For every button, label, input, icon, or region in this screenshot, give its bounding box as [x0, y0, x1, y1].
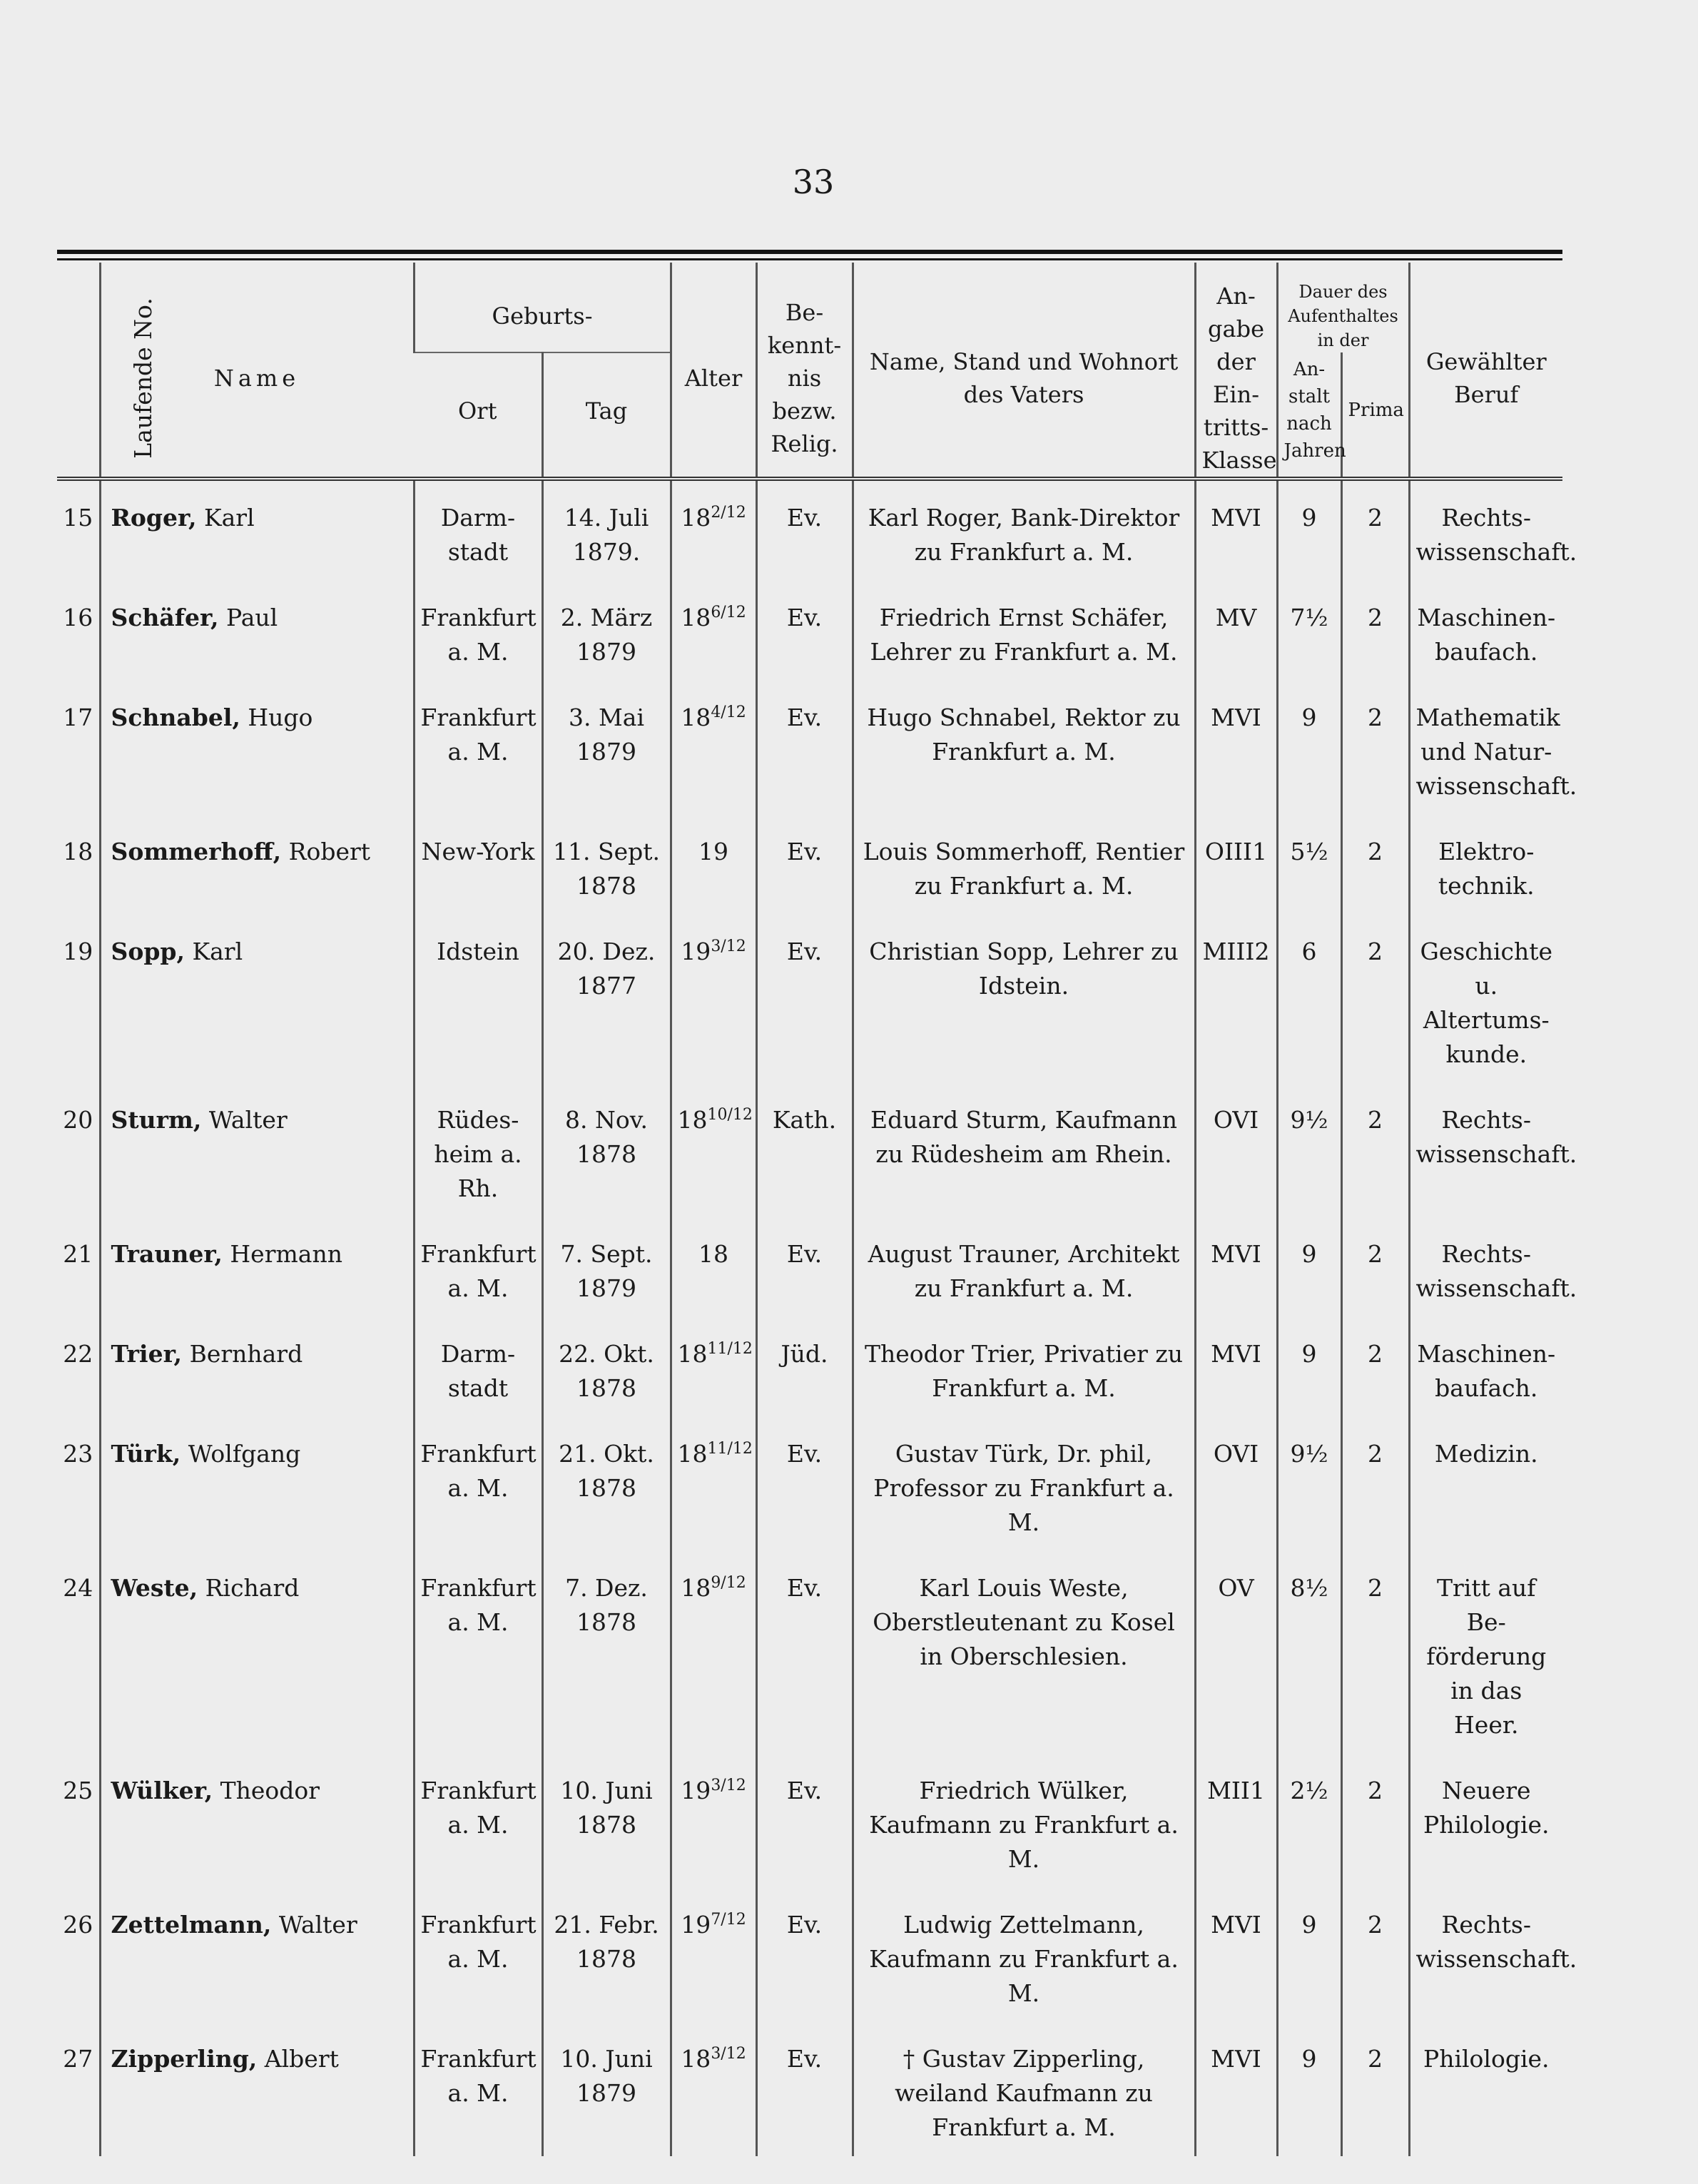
student-name	[100, 815, 414, 915]
chosen-profession: Maschinen-baufach.	[1409, 1317, 1562, 1417]
years-anstalt: 8½	[1277, 1551, 1341, 1754]
student-name	[100, 1217, 414, 1317]
table-row	[57, 581, 1562, 681]
student-surname: Sturm,	[111, 1106, 202, 1134]
student-surname: Trauner,	[111, 1240, 223, 1268]
birth-place: Frankfurt a. M.	[414, 1888, 542, 2022]
confession: Ev.	[756, 915, 853, 1083]
years-prima: 2	[1341, 1083, 1409, 1217]
entry-class: MVI	[1195, 1217, 1277, 1317]
father-info: Louis Sommerhoff, Rentier zu Frankfurt a. M.	[853, 815, 1195, 915]
birth-date: 14. Juli 1879.	[542, 479, 671, 581]
graduates-table	[57, 263, 1577, 2156]
row-number: 15	[63, 504, 93, 532]
age-whole: 18	[698, 1240, 729, 1268]
student-given-name: Bernhard	[189, 1340, 303, 1368]
birth-place: Darm-stadt	[414, 1317, 542, 1417]
student-name	[100, 1888, 414, 2022]
birth-date: 21. Febr. 1878	[542, 1888, 671, 2022]
student-name	[100, 1083, 414, 1217]
years-prima: 2	[1341, 479, 1409, 581]
row-number: 21	[63, 1240, 93, 1268]
birth-date: 10. Juni 1879	[542, 2022, 671, 2156]
birth-date: 22. Okt. 1878	[542, 1317, 671, 1417]
entry-class: OVI	[1195, 1083, 1277, 1217]
student-surname: Zipperling,	[111, 2045, 258, 2073]
row-number: 27	[63, 2045, 93, 2073]
age	[671, 1888, 756, 2022]
father-info: Hugo Schnabel, Rektor zu Frankfurt a. M.	[853, 681, 1195, 815]
header-alter: Alter	[671, 263, 756, 479]
age	[671, 2022, 756, 2156]
age-whole: 19	[681, 1911, 711, 1939]
birth-place: Frankfurt a. M.	[414, 681, 542, 815]
birth-date: 10. Juni 1878	[542, 1754, 671, 1888]
entry-class: OVI	[1195, 1417, 1277, 1551]
student-given-name: Theodor	[220, 1777, 320, 1804]
birth-place: Rüdes-heim a. Rh.	[414, 1083, 542, 1217]
confession: Ev.	[756, 581, 853, 681]
student-surname: Trier,	[111, 1340, 183, 1368]
table-row	[57, 1551, 1562, 1754]
entry-class: OV	[1195, 1551, 1277, 1754]
years-anstalt: 9	[1277, 479, 1341, 581]
age-whole: 19	[681, 1777, 711, 1804]
birth-date: 20. Dez. 1877	[542, 915, 671, 1083]
years-anstalt: 9	[1277, 1317, 1341, 1417]
birth-place: New-York	[414, 815, 542, 915]
birth-place: Frankfurt a. M.	[414, 581, 542, 681]
age	[671, 1417, 756, 1551]
father-info: Theodor Trier, Privatier zu Frankfurt a. M.	[853, 1317, 1195, 1417]
student-name	[100, 1754, 414, 1888]
student-name	[100, 2022, 414, 2156]
student-name	[100, 681, 414, 815]
chosen-profession: Philologie.	[1409, 2022, 1562, 2156]
student-surname: Weste,	[111, 1574, 198, 1602]
table-body	[57, 479, 1577, 2156]
row-number: 22	[63, 1340, 93, 1368]
table-row	[57, 1888, 1562, 2022]
father-info: Friedrich Wülker, Kaufmann zu Frankfurt a. M.	[853, 1754, 1195, 1888]
student-given-name: Hermann	[230, 1240, 342, 1268]
birth-date: 21. Okt. 1878	[542, 1417, 671, 1551]
age-whole: 18	[677, 1440, 708, 1468]
chosen-profession: Maschinen-baufach.	[1409, 581, 1562, 681]
row-number: 17	[63, 704, 93, 731]
table-row	[57, 915, 1562, 1083]
age-fraction: 2/12	[711, 504, 746, 522]
entry-class: MVI	[1195, 681, 1277, 815]
father-info: Gustav Türk, Dr. phil, Professor zu Frankfurt a. M.	[853, 1417, 1195, 1551]
confession: Ev.	[756, 681, 853, 815]
table-row	[57, 2022, 1562, 2156]
student-given-name: Walter	[278, 1911, 357, 1939]
years-anstalt: 9	[1277, 2022, 1341, 2156]
age-fraction: 3/12	[711, 2045, 746, 2063]
age	[671, 581, 756, 681]
header-vater: Name, Stand und Wohnort des Vaters	[853, 263, 1195, 479]
years-prima: 2	[1341, 1551, 1409, 1754]
age	[671, 815, 756, 915]
years-prima: 2	[1341, 2022, 1409, 2156]
header-ort: Ort	[414, 352, 542, 479]
student-name	[100, 1417, 414, 1551]
age-whole: 18	[681, 2045, 711, 2073]
student-surname: Roger,	[111, 504, 197, 532]
age	[671, 1551, 756, 1754]
age-fraction: 10/12	[707, 1106, 753, 1124]
top-rule-thin	[57, 258, 1562, 260]
age-fraction: 4/12	[711, 704, 746, 721]
confession: Kath.	[756, 1083, 853, 1217]
birth-place: Frankfurt a. M.	[414, 2022, 542, 2156]
age	[671, 479, 756, 581]
years-anstalt: 6	[1277, 915, 1341, 1083]
header-nach-jahren: nach Jahren	[1283, 413, 1346, 462]
birth-date: 7. Sept. 1879	[542, 1217, 671, 1317]
father-info: † Gustav Zipperling, weiland Kaufmann zu Frankfurt a. M.	[853, 2022, 1195, 2156]
entry-class: MVI	[1195, 479, 1277, 581]
student-given-name: Albert	[264, 2045, 339, 2073]
chosen-profession: Rechts-wissenschaft.	[1409, 1888, 1562, 2022]
age	[671, 915, 756, 1083]
student-given-name: Wolfgang	[188, 1440, 301, 1468]
age-whole: 19	[681, 938, 711, 965]
student-surname: Schäfer,	[111, 604, 219, 631]
student-name	[100, 1317, 414, 1417]
student-name	[100, 915, 414, 1083]
student-surname: Sopp,	[111, 938, 185, 965]
age-fraction: 3/12	[711, 1777, 746, 1794]
age-whole: 18	[681, 704, 711, 731]
age	[671, 1217, 756, 1317]
chosen-profession: Rechts-wissenschaft.	[1409, 1217, 1562, 1317]
chosen-profession: Rechts-wissenschaft.	[1409, 1083, 1562, 1217]
confession: Ev.	[756, 2022, 853, 2156]
years-prima: 2	[1341, 681, 1409, 815]
birth-date: 2. März 1879	[542, 581, 671, 681]
birth-place: Darm-stadt	[414, 479, 542, 581]
chosen-profession: Neuere Philologie.	[1409, 1754, 1562, 1888]
confession: Ev.	[756, 1754, 853, 1888]
age	[671, 1083, 756, 1217]
birth-place: Frankfurt a. M.	[414, 1217, 542, 1317]
row-number: 18	[63, 838, 93, 865]
years-anstalt: 9	[1277, 1217, 1341, 1317]
years-prima: 2	[1341, 815, 1409, 915]
age	[671, 1317, 756, 1417]
confession: Ev.	[756, 1888, 853, 2022]
entry-class: MVI	[1195, 1888, 1277, 2022]
age-fraction: 11/12	[707, 1440, 753, 1458]
student-surname: Wülker,	[111, 1777, 213, 1804]
table-row	[57, 1217, 1562, 1317]
entry-class: MIII2	[1195, 915, 1277, 1083]
header-tag: Tag	[542, 352, 671, 479]
header-dauer: Dauer des Aufenthaltes in der	[1277, 263, 1409, 352]
header-name: Name	[100, 263, 414, 479]
confession: Ev.	[756, 1417, 853, 1551]
father-info: Karl Louis Weste, Oberstleutenant zu Kosel in Oberschlesien.	[853, 1551, 1195, 1754]
entry-class: MVI	[1195, 2022, 1277, 2156]
header-prima: Prima	[1341, 352, 1409, 479]
age-fraction: 7/12	[711, 1911, 746, 1929]
header-eintritt: An-gabe der Ein-tritts-Klasse	[1195, 263, 1277, 479]
years-anstalt: 9½	[1277, 1417, 1341, 1551]
birth-place: Frankfurt a. M.	[414, 1417, 542, 1551]
header-geburts: Geburts-	[414, 263, 671, 352]
years-prima: 2	[1341, 915, 1409, 1083]
student-surname: Türk,	[111, 1440, 181, 1468]
chosen-profession: Elektro-technik.	[1409, 815, 1562, 915]
age-whole: 19	[698, 838, 729, 865]
header-beruf: Gewählter Beruf	[1409, 263, 1562, 479]
birth-place: Frankfurt a. M.	[414, 1754, 542, 1888]
student-given-name: Karl	[192, 938, 243, 965]
student-given-name: Robert	[288, 838, 371, 865]
row-number: 19	[63, 938, 93, 965]
years-anstalt: 2½	[1277, 1754, 1341, 1888]
years-anstalt: 9	[1277, 1888, 1341, 2022]
birth-date: 11. Sept. 1878	[542, 815, 671, 915]
years-prima: 2	[1341, 1217, 1409, 1317]
father-info: Christian Sopp, Lehrer zu Idstein.	[853, 915, 1195, 1083]
age	[671, 681, 756, 815]
age-whole: 18	[681, 504, 711, 532]
header-bekenntnis: Be-kennt-nis bezw. Relig.	[756, 263, 853, 479]
years-prima: 2	[1341, 1317, 1409, 1417]
student-given-name: Paul	[225, 604, 278, 631]
entry-class: MII1	[1195, 1754, 1277, 1888]
confession: Ev.	[756, 1551, 853, 1754]
age-fraction: 3/12	[711, 938, 746, 955]
years-prima: 2	[1341, 1888, 1409, 2022]
age	[671, 1754, 756, 1888]
age-fraction: 11/12	[707, 1340, 753, 1358]
table-row	[57, 1317, 1562, 1417]
row-number: 24	[63, 1574, 93, 1602]
chosen-profession: Tritt auf Be-förderung in das Heer.	[1409, 1551, 1562, 1754]
row-number: 25	[63, 1777, 93, 1804]
father-info: Ludwig Zettelmann, Kaufmann zu Frankfurt a. M.	[853, 1888, 1195, 2022]
birth-date: 3. Mai 1879	[542, 681, 671, 815]
age-fraction: 9/12	[711, 1574, 746, 1592]
age-fraction: 6/12	[711, 604, 746, 621]
chosen-profession: Medizin.	[1409, 1417, 1562, 1551]
years-anstalt: 5½	[1277, 815, 1341, 915]
years-anstalt: 9	[1277, 681, 1341, 815]
birth-date: 8. Nov. 1878	[542, 1083, 671, 1217]
chosen-profession: Geschichte u. Altertums-kunde.	[1409, 915, 1562, 1083]
years-prima: 2	[1341, 1417, 1409, 1551]
confession: Ev.	[756, 479, 853, 581]
entry-class: OIII1	[1195, 815, 1277, 915]
student-surname: Zettelmann,	[111, 1911, 272, 1939]
row-number: 16	[63, 604, 93, 631]
birth-date: 7. Dez. 1878	[542, 1551, 671, 1754]
row-number: 26	[63, 1911, 93, 1939]
student-surname: Schnabel,	[111, 704, 240, 731]
father-info: Eduard Sturm, Kaufmann zu Rüdesheim am Rhein.	[853, 1083, 1195, 1217]
age-whole: 18	[677, 1340, 708, 1368]
student-given-name: Hugo	[248, 704, 313, 731]
row-number: 20	[63, 1106, 93, 1134]
student-given-name: Richard	[205, 1574, 300, 1602]
confession: Jüd.	[756, 1317, 853, 1417]
age-whole: 18	[681, 1574, 711, 1602]
chosen-profession: Rechts-wissenschaft.	[1409, 479, 1562, 581]
student-name	[100, 581, 414, 681]
page-number: 33	[792, 163, 835, 201]
table-row	[57, 479, 1562, 581]
years-anstalt: 7½	[1277, 581, 1341, 681]
student-given-name: Karl	[203, 504, 255, 532]
header-laufende-no: Laufende No.	[57, 263, 100, 479]
confession: Ev.	[756, 1217, 853, 1317]
father-info: Karl Roger, Bank-Direktor zu Frankfurt a. M.	[853, 479, 1195, 581]
table-row	[57, 681, 1562, 815]
age-whole: 18	[681, 604, 711, 631]
table-row	[57, 1083, 1562, 1217]
student-name	[100, 479, 414, 581]
top-rule	[57, 250, 1562, 254]
header-anstalt: An-stalt nach Jahren	[1277, 352, 1341, 479]
student-given-name: Walter	[208, 1106, 288, 1134]
age-whole: 18	[677, 1106, 708, 1134]
chosen-profession: Mathematik und Natur-wissenschaft.	[1409, 681, 1562, 815]
years-prima: 2	[1341, 581, 1409, 681]
student-surname: Sommerhoff,	[111, 838, 282, 865]
years-anstalt: 9½	[1277, 1083, 1341, 1217]
entry-class: MV	[1195, 581, 1277, 681]
table-row	[57, 815, 1562, 915]
birth-place: Idstein	[414, 915, 542, 1083]
years-prima: 2	[1341, 1754, 1409, 1888]
table-row	[57, 1754, 1562, 1888]
entry-class: MVI	[1195, 1317, 1277, 1417]
student-name	[100, 1551, 414, 1754]
table-row	[57, 1417, 1562, 1551]
father-info: Friedrich Ernst Schäfer, Lehrer zu Frankfurt a. M.	[853, 581, 1195, 681]
birth-place: Frankfurt a. M.	[414, 1551, 542, 1754]
father-info: August Trauner, Architekt zu Frankfurt a. M.	[853, 1217, 1195, 1317]
confession: Ev.	[756, 815, 853, 915]
row-number: 23	[63, 1440, 93, 1468]
